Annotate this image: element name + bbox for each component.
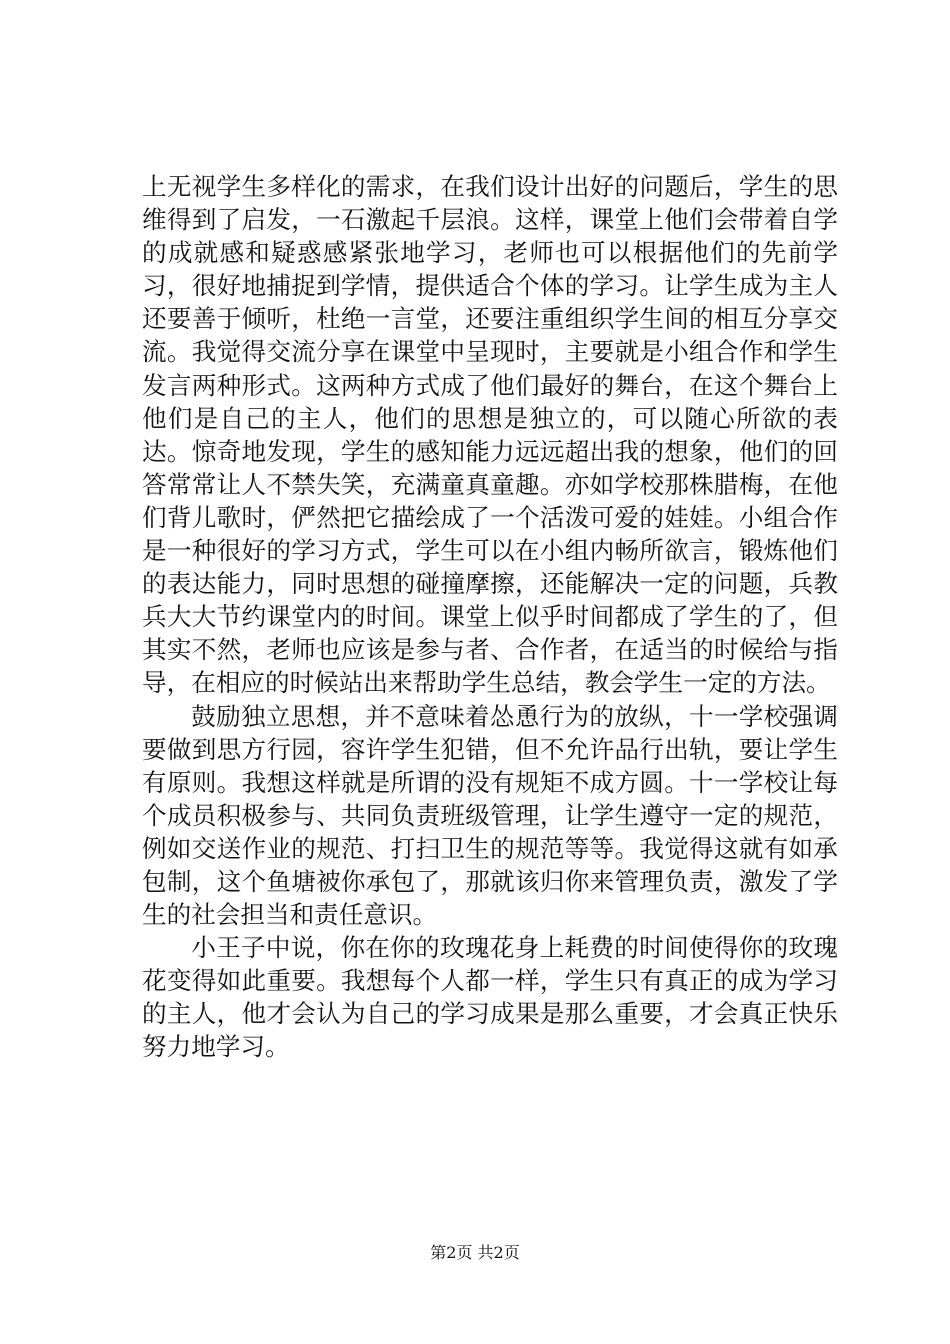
paragraph-1: 上无视学生多样化的需求，在我们设计出好的问题后，学生的思维得到了启发，一石激起千层浪。这样，课堂上他们会带着自学的成就感和疑惑感紧张地学习，老师也可以根据他们的先前学习，很好地捕捉到学情，提供适合个体的学习。让学生成为主人还要善于倾听，杜绝一言堂，还要注重组织学生间的相互分享交流。我觉得交流分享在课堂中呈现时，主要就是小组合作和学生发言两种形式。这两种方式成了他们最好的舞台，在这个舞台上他们是自己的主人，他们的思想是独立的，可以随心所欲的表达。惊奇地发现，学生的感知能力远远超出我的想象，他们的回答常常让人不禁失笑，充满童真童趣。亦如学校那株腊梅，在他们背儿歌时，俨然把它描绘成了一个活泼可爱的娃娃。小组合作是一种很好的学习方式，学生可以在小组内畅所欲言，锻炼他们的表达能力，同时思想的碰撞摩擦，还能解决一定的问题，兵教兵大大节约课堂内的时间。课堂上似乎时间都成了学生的了，但其实不然，老师也应该是参与者、合作者，在适当的时候给与指导，在相应的时候站出来帮助学生总结，教会学生一定的方法。: [142, 172, 838, 698]
paragraph-2: 鼓励独立思想，并不意味着怂恿行为的放纵，十一学校强调要做到思方行园，容许学生犯错，但不允许品行出轨，要让学生有原则。我想这样就是所谓的没有规矩不成方圆。十一学校让每个成员积极参与、共同负责班级管理，让学生遵守一定的规范，例如交送作业的规范、打扫卫生的规范等等。我觉得这就有如承包制，这个鱼塘被你承包了，那就该归你来管理负责，激发了学生的社会担当和责任意识。: [142, 701, 838, 930]
document-body: [142, 170, 838, 1064]
page-number-label: 第2页 共2页: [430, 1243, 520, 1262]
paragraph-3: 小王子中说，你在你的玫瑰花身上耗费的时间使得你的玫瑰花变得如此重要。我想每个人都一样，学生只有真正的成为学习的主人，他才会认为自己的学习成果是那么重要，才会真正快乐努力地学习。: [142, 933, 838, 1062]
page-footer: [0, 1242, 950, 1264]
